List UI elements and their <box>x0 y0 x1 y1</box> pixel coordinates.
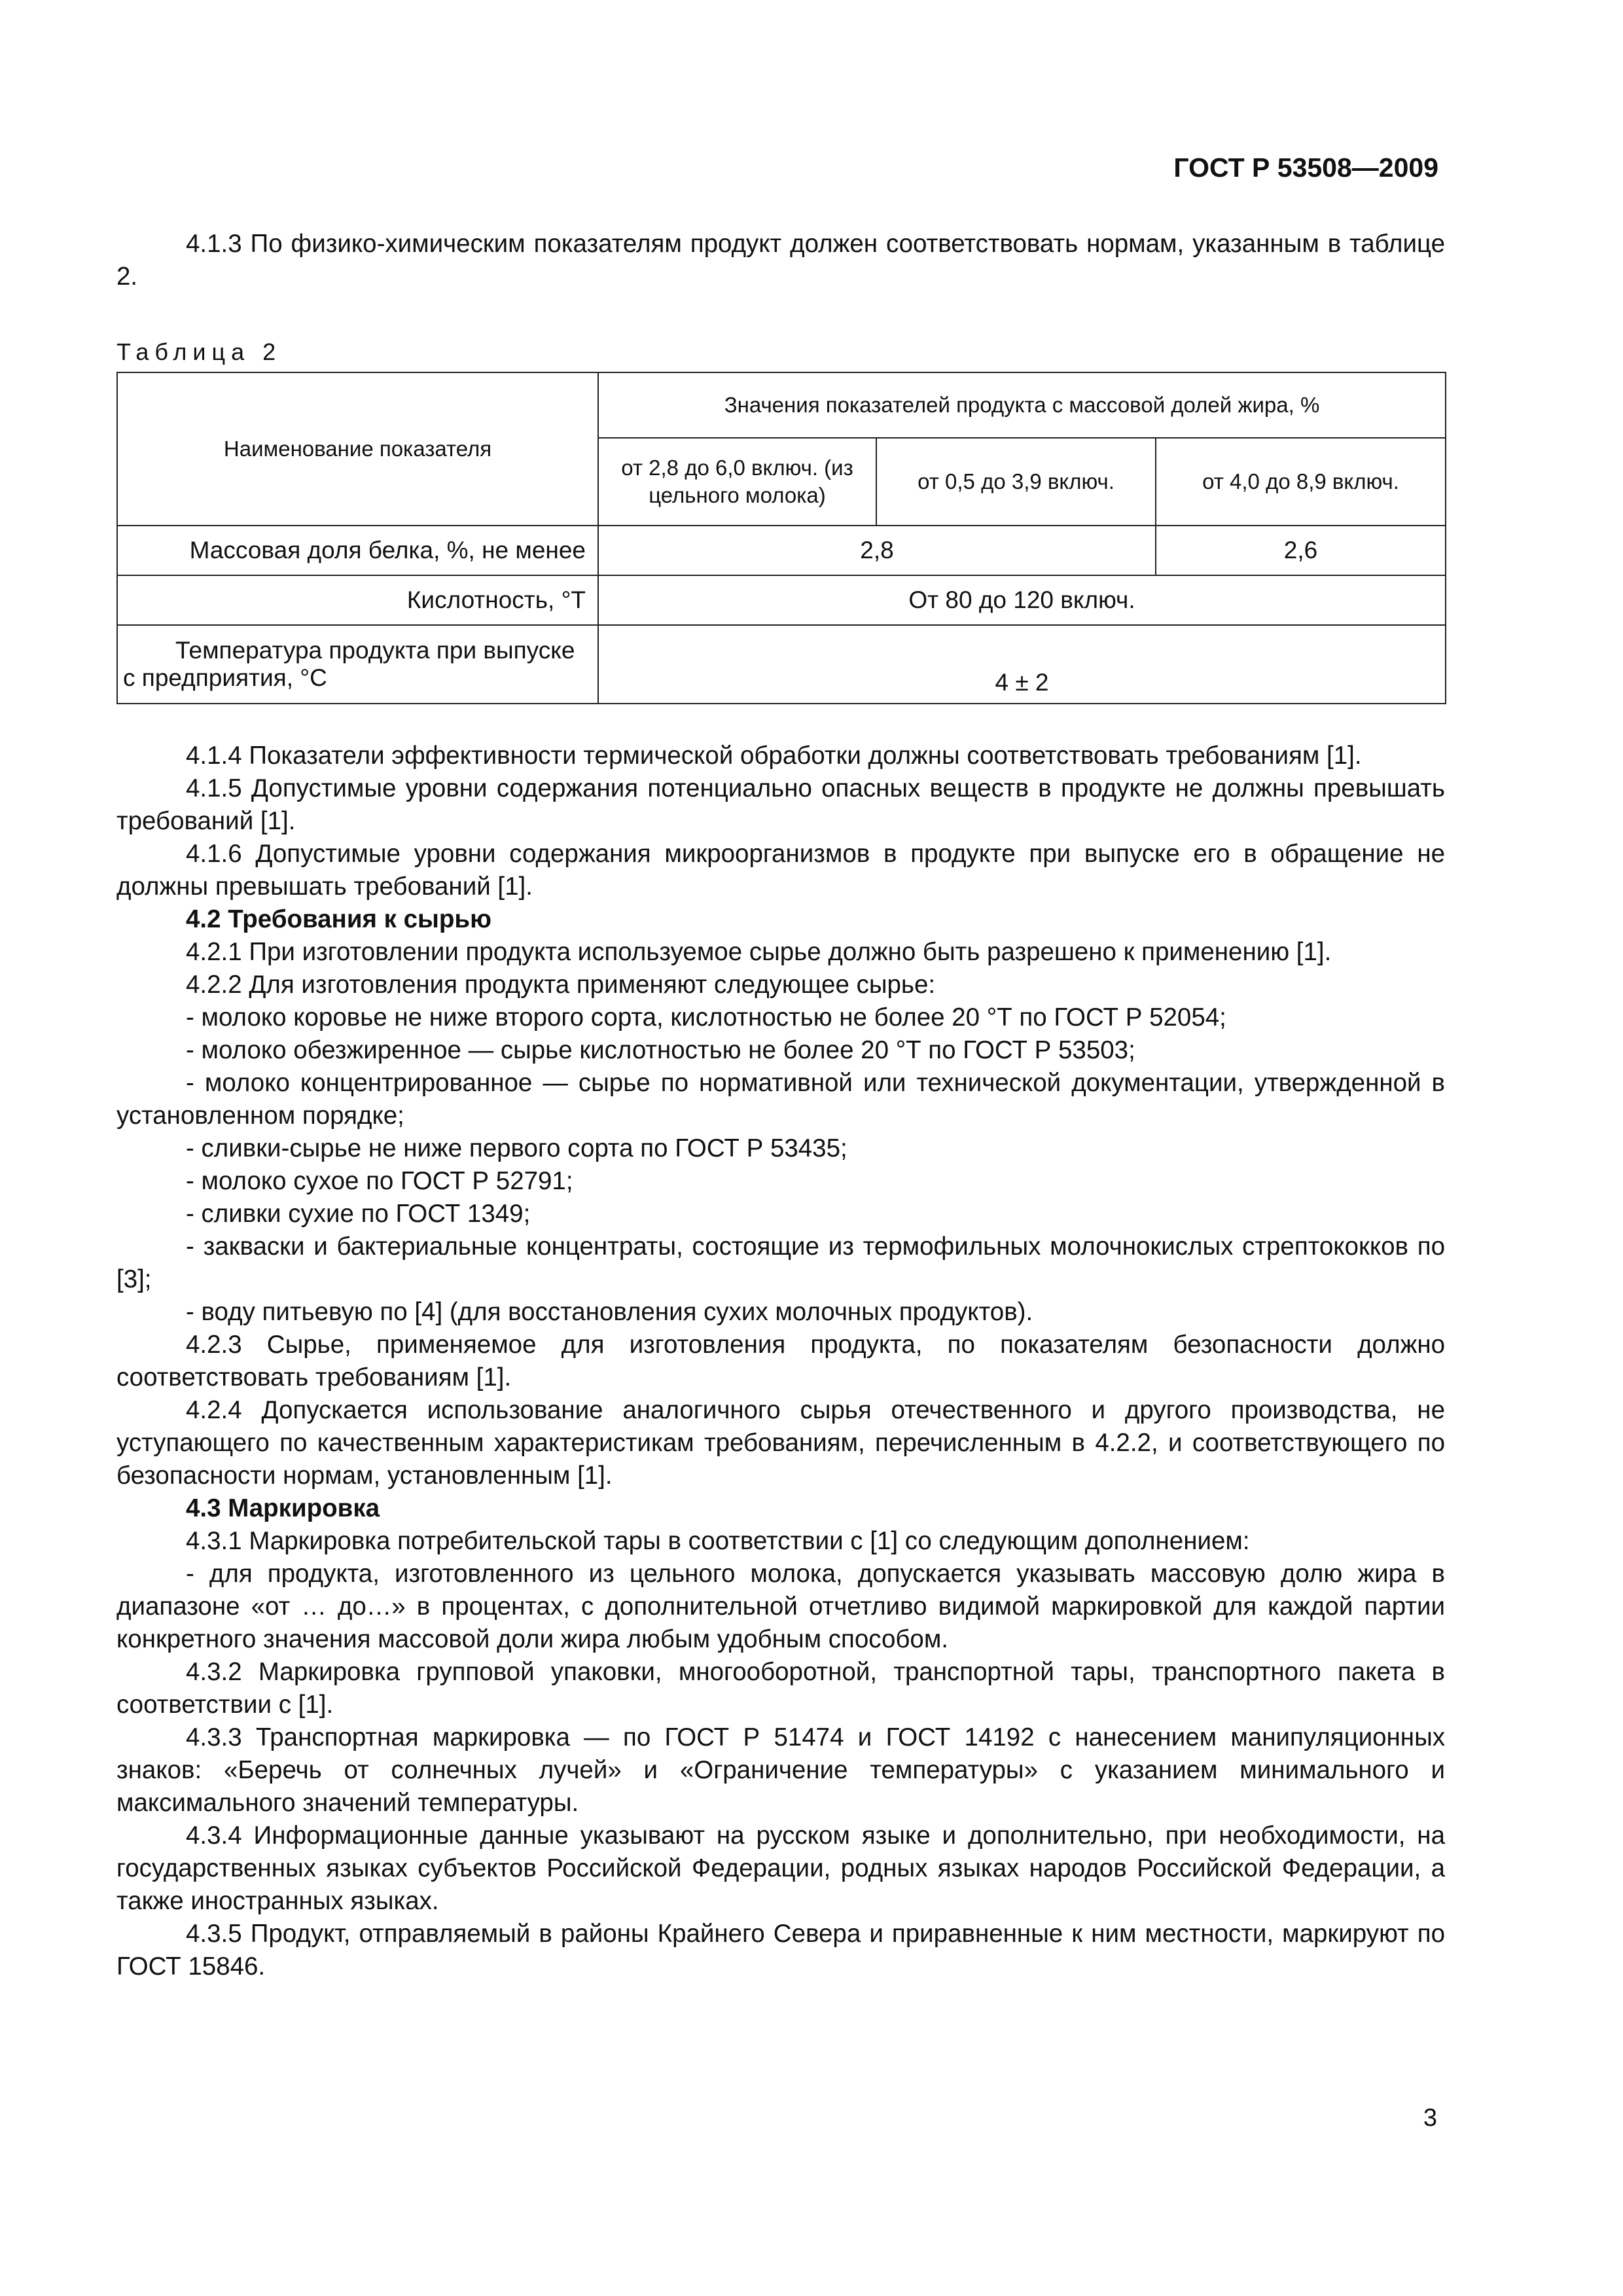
table-header-parameter: Наименование показателя <box>117 372 598 526</box>
list-item: - молоко концентрированное — сырье по нормативной или технической документации, утвержденной в установленном порядке; <box>116 1069 1445 1130</box>
table-header-col-whole-milk: от 2,8 до 6,0 включ. (из цельного молока) <box>598 438 876 526</box>
list-item: - закваски и бактериальные концентраты, состоящие из термофильных молочнокислых стрептококков по [3]; <box>116 1232 1445 1293</box>
paragraph-4-2-3: 4.2.3 Сырье, применяемое для изготовления продукта, по показателям безопасности должно соответствовать требованиям [1]. <box>116 1331 1445 1391</box>
table-cell-value: 2,6 <box>1156 526 1446 575</box>
list-item: - молоко сухое по ГОСТ Р 52791; <box>186 1167 573 1195</box>
paragraph-4-3-5: 4.3.5 Продукт, отправляемый в районы Крайнего Севера и приравненные к ним местности, маркируют по ГОСТ 15846. <box>116 1920 1445 1981</box>
list-item: - молоко обезжиренное — сырье кислотностью не более 20 °Т по ГОСТ Р 53503; <box>186 1036 1135 1064</box>
paragraph-4-1-6: 4.1.6 Допустимые уровни содержания микроорганизмов в продукте при выпуске его в обращение не должны превышать требований [1]. <box>116 840 1445 901</box>
paragraph-4-1-4: 4.1.4 Показатели эффективности термической обработки должны соответствовать требованиям [1]. <box>186 742 1362 770</box>
paragraph-4-2-2: 4.2.2 Для изготовления продукта применяют следующее сырье: <box>186 971 936 999</box>
table-cell-value: От 80 до 120 включ. <box>598 575 1446 625</box>
document-code: ГОСТ Р 53508—2009 <box>1173 152 1438 183</box>
table-cell-name: Массовая доля белка, %, не менее <box>117 526 598 575</box>
paragraph-4-2-1: 4.2.1 При изготовлении продукта используемое сырье должно быть разрешено к применению [1]. <box>186 938 1332 966</box>
paragraph-4-3-2: 4.3.2 Маркировка групповой упаковки, многооборотной, транспортной тары, транспортного пакета в соответствии с [1]. <box>116 1658 1445 1719</box>
table-row <box>117 526 1446 575</box>
table-row <box>117 575 1446 625</box>
table-header-values: Значения показателей продукта с массовой долей жира, % <box>598 372 1446 438</box>
list-item: - молоко коровье не ниже второго сорта, кислотностью не более 20 °Т по ГОСТ Р 52054; <box>186 1003 1226 1031</box>
table-header-col-high-fat: от 4,0 до 8,9 включ. <box>1156 438 1446 526</box>
physico-chemical-table <box>116 372 1446 704</box>
paragraph-4-2-4: 4.2.4 Допускается использование аналогичного сырья отечественного и другого производства, не уступающего по качественным характеристикам требованиям, перечисленным в 4.2.2, и соответствующего по безопасности нормам, установленным [1]. <box>116 1396 1445 1490</box>
list-item: - сливки сухие по ГОСТ 1349; <box>186 1200 531 1228</box>
paragraph-4-3-3: 4.3.3 Транспортная маркировка — по ГОСТ Р 51474 и ГОСТ 14192 с нанесением манипуляционных знаков: «Беречь от солнечных лучей» и «Ограничение температуры» с указанием минимального и максимального значений температуры. <box>116 1723 1445 1817</box>
table-cell-name: Температура продукта при выпуске с предприятия, °С <box>117 625 598 704</box>
paragraph-4-3-1: 4.3.1 Маркировка потребительской тары в соответствии с [1] со следующим дополнением: <box>186 1527 1250 1555</box>
paragraph-4-3-4: 4.3.4 Информационные данные указывают на русском языке и дополнительно, при необходимости, на государственных языках субъектов Российской Федерации, родных языках народов Российской Федерации, а также иностранных языках. <box>116 1821 1445 1915</box>
table-cell-name: Кислотность, °Т <box>117 575 598 625</box>
paragraph-4-1-3: 4.1.3 По физико-химическим показателям продукт должен соответствовать нормам, указанным в таблице 2. <box>116 230 1445 291</box>
table-row <box>117 625 1446 704</box>
paragraph-4-1-5: 4.1.5 Допустимые уровни содержания потенциально опасных веществ в продукте не должны превышать требований [1]. <box>116 774 1445 835</box>
table-caption: Таблица 2 <box>116 338 282 365</box>
list-item: - сливки-сырье не ниже первого сорта по ГОСТ Р 53435; <box>186 1134 847 1162</box>
section-heading-4-2: 4.2 Требования к сырью <box>186 905 491 933</box>
list-item: - воду питьевую по [4] (для восстановления сухих молочных продуктов). <box>186 1298 1033 1326</box>
table-cell-value: 4 ± 2 <box>598 625 1446 704</box>
table-header-col-low-fat: от 0,5 до 3,9 включ. <box>876 438 1156 526</box>
page-content <box>116 228 1445 1983</box>
page-number: 3 <box>1423 2104 1437 2132</box>
section-heading-4-3: 4.3 Маркировка <box>186 1494 380 1522</box>
table-cell-value: 2,8 <box>598 526 1156 575</box>
list-item: - для продукта, изготовленного из цельного молока, допускается указывать массовую долю жира в диапазоне «от … до…» в процентах, с дополнительной отчетливо видимой маркировкой для каждой партии конкретного значения массовой доли жира любым удобным способом. <box>116 1560 1445 1653</box>
